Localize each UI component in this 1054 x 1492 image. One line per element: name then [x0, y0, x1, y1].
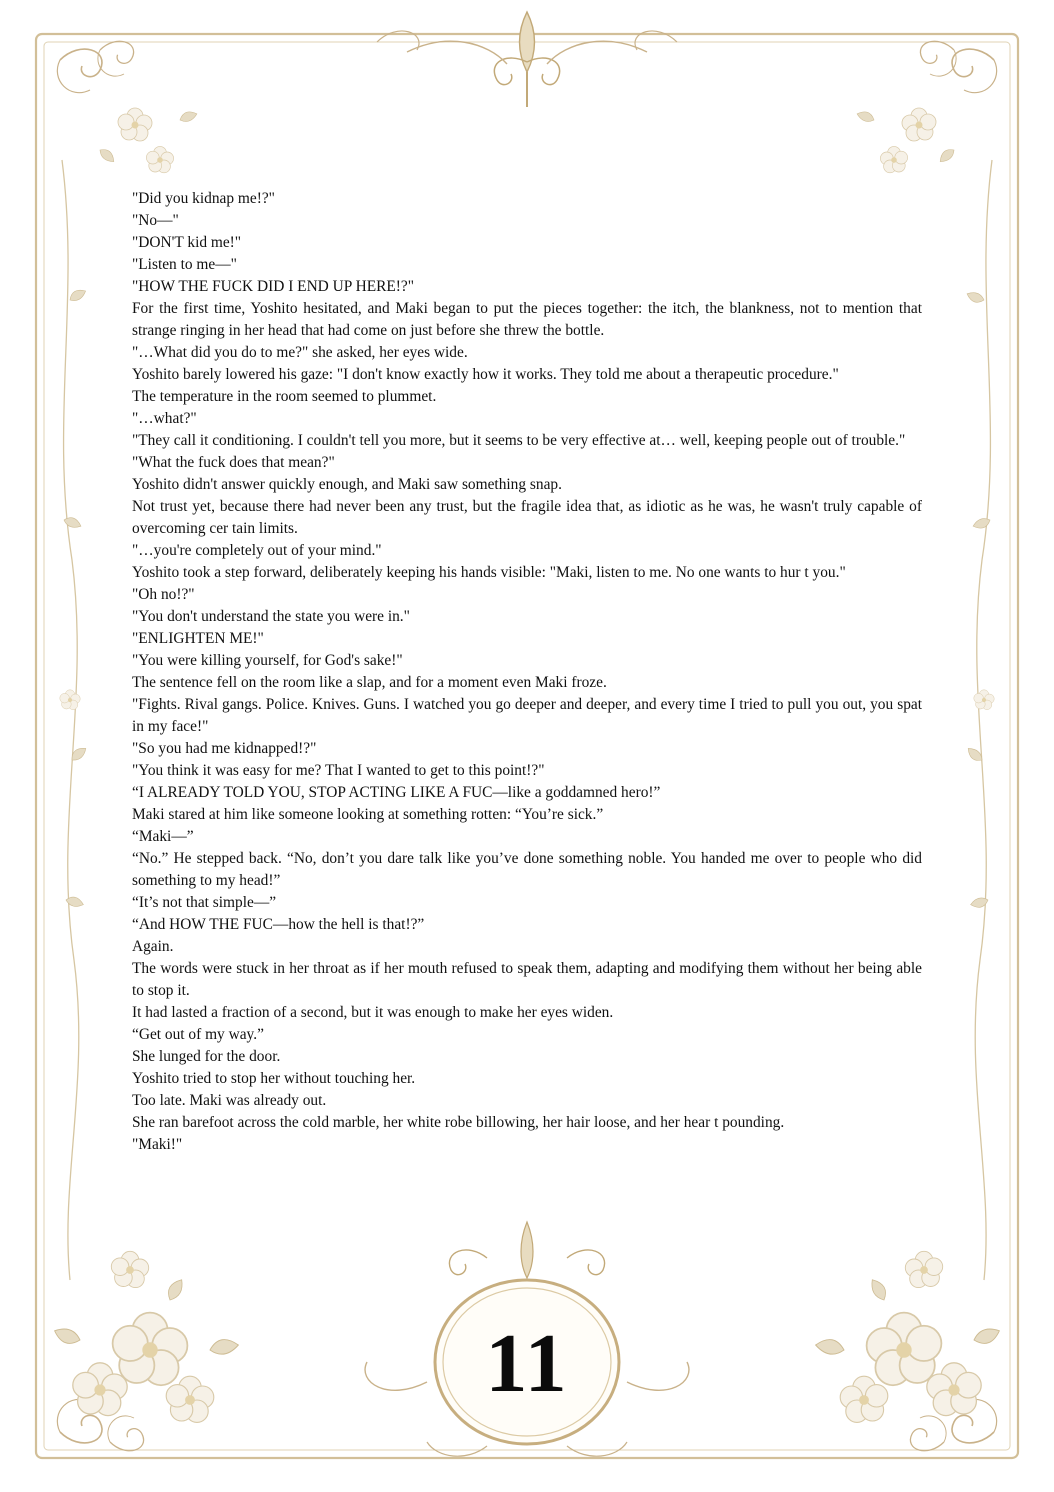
text-line: "…what?": [132, 410, 197, 427]
text-line: Yoshito didn't answer quickly enough, and Maki saw something snap.: [132, 476, 562, 493]
top-ornament: [377, 12, 677, 107]
text-line: "…you're completely out of your mind.": [132, 542, 382, 559]
text-line: "Did you kidnap me!?": [132, 190, 275, 207]
text-line: “Maki—”: [132, 828, 194, 845]
text-line: Again.: [132, 938, 174, 955]
text-line: "Maki!": [132, 1136, 183, 1153]
corner-top-right: [856, 41, 997, 173]
page-number: 11: [485, 1316, 569, 1410]
text-line: The sentence fell on the room like a slap, and for a moment even Maki froze.: [132, 674, 607, 691]
text-line: “It’s not that simple—”: [132, 894, 277, 911]
text-line: “And HOW THE FUC—how the hell is that!?”: [132, 916, 425, 933]
text-line: "HOW THE FUCK DID I END UP HERE!?": [132, 278, 415, 295]
text-line: "DON'T kid me!": [132, 234, 242, 251]
text-line: "You don't understand the state you were in.": [132, 608, 410, 625]
text-line: Yoshito took a step forward, deliberately keeping his hands visible: "Maki, listen to me. No one wants to hur t you.": [132, 564, 846, 581]
text-line: "What the fuck does that mean?": [132, 454, 335, 471]
text-line: "No—": [132, 212, 179, 229]
text-line: "You think it was easy for me? That I wanted to get to this point!?": [132, 762, 545, 779]
text-line: The temperature in the room seemed to plummet.: [132, 388, 437, 405]
text-line: She ran barefoot across the cold marble, her white robe billowing, her hair loose, and her hear t pounding.: [132, 1114, 785, 1131]
text-line: Too late. Maki was already out.: [132, 1092, 327, 1109]
text-line: Not trust yet, because there had never been any trust, but the fragile idea that, as idiotic as he was, he wasn't truly capable of overcoming cer tain limits.: [132, 498, 922, 537]
text-line: "So you had me kidnapped!?": [132, 740, 317, 757]
text-line: “Get out of my way.”: [132, 1026, 264, 1043]
text-line: "Listen to me—": [132, 256, 237, 273]
flowers-bottom-left: [52, 1251, 239, 1422]
text-line: Yoshito barely lowered his gaze: "I don't know exactly how it works. They told me about a therapeutic procedure.": [132, 366, 839, 383]
text-line: "Fights. Rival gangs. Police. Knives. Guns. I watched you go deeper and deeper, and every time I tried to pull you out, you spat in my face!": [132, 696, 922, 735]
text-line: Yoshito tried to stop her without touching her.: [132, 1070, 416, 1087]
right-vine: [965, 160, 994, 1280]
text-line: "You were killing yourself, for God's sake!": [132, 652, 403, 669]
text-line: "They call it conditioning. I couldn't tell you more, but it seems to be very effective at… well, keeping people out of trouble.": [132, 432, 906, 449]
text-line: "…What did you do to me?" she asked, her eyes wide.: [132, 344, 468, 361]
text-line: “I ALREADY TOLD YOU, STOP ACTING LIKE A FUC—like a goddamned hero!”: [132, 784, 661, 801]
text-line: For the first time, Yoshito hesitated, and Maki began to put the pieces together: the itch, the blankness, not to mention that strange ringing in her head that had come on just before she threw the bottle.: [132, 300, 922, 339]
text-line: "Oh no!?": [132, 586, 195, 603]
text-line: The words were stuck in her throat as if her mouth refused to speak them, adapting and modifying them without her being able to stop it.: [132, 960, 922, 999]
text-line: "ENLIGHTEN ME!": [132, 630, 264, 647]
text-line: Maki stared at him like someone looking at something rotten: “You’re sick.”: [132, 806, 604, 823]
text-line: It had lasted a fraction of a second, but it was enough to make her eyes widen.: [132, 1004, 614, 1021]
corner-top-left: [57, 41, 198, 173]
flowers-bottom-right: [815, 1251, 1002, 1422]
left-vine: [60, 160, 89, 1280]
page-body-text: [132, 188, 922, 1156]
text-line: She lunged for the door.: [132, 1048, 281, 1065]
text-line: “No.” He stepped back. “No, don’t you dare talk like you’ve done something noble. You handed me over to people who did something to my head!”: [132, 850, 922, 889]
